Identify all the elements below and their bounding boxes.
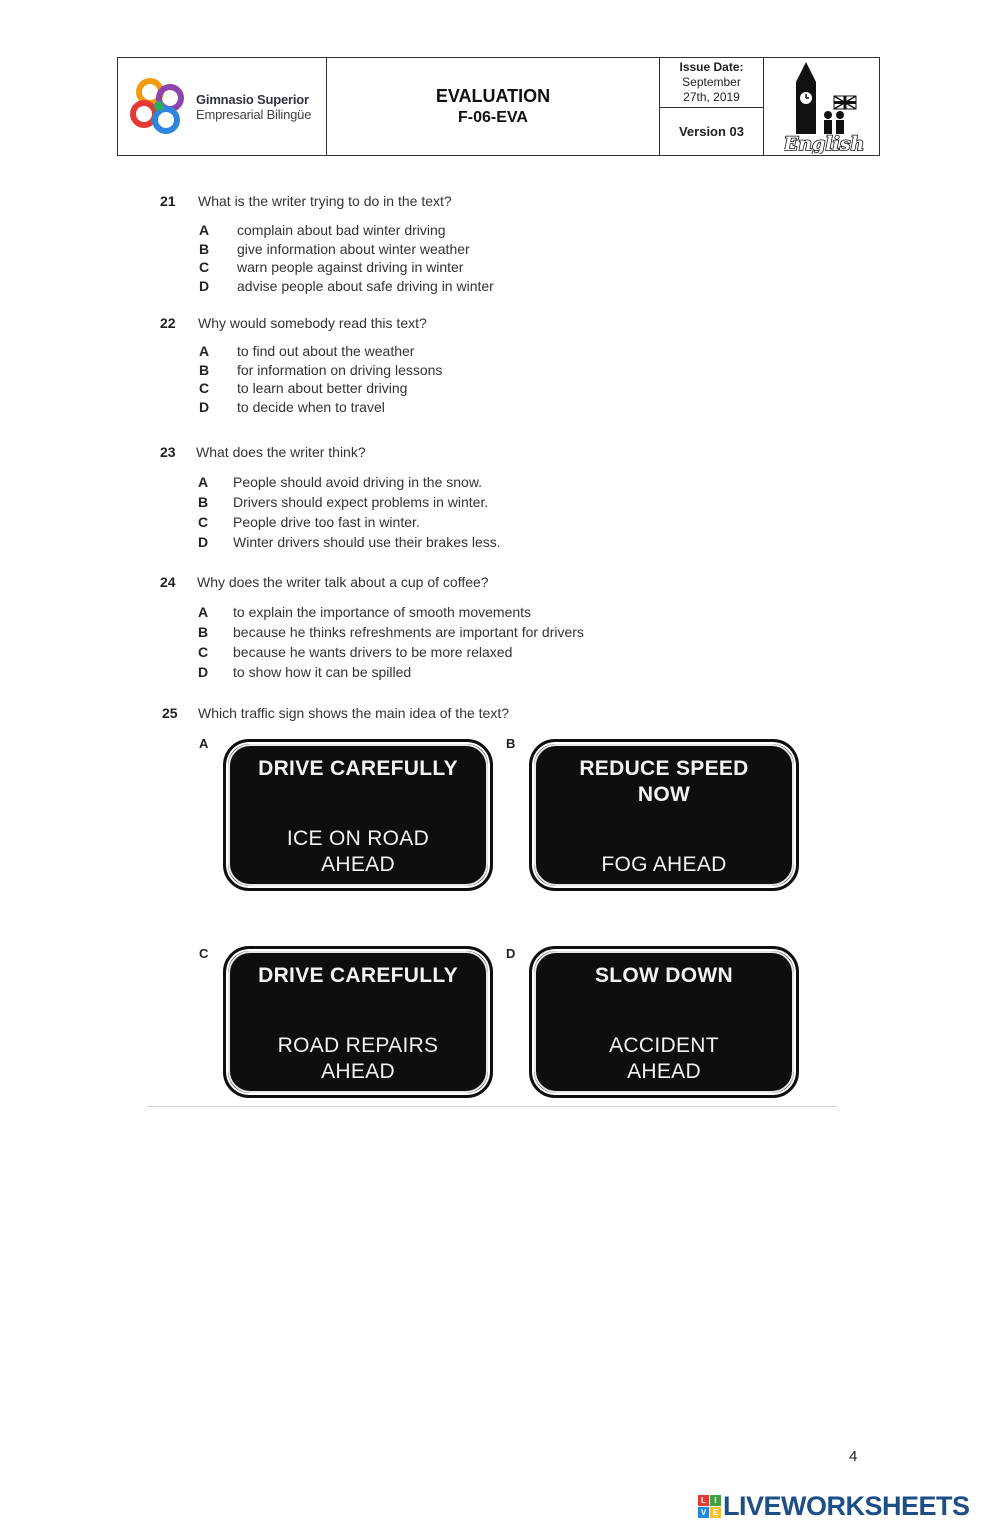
issue-date [660, 58, 763, 108]
badge-letter: E [710, 1507, 721, 1518]
sign-top-line1: SLOW DOWN [594, 964, 733, 987]
option-letter: D [198, 534, 209, 550]
option-letter: C [199, 259, 210, 275]
liveworksheets-brand[interactable] [698, 1489, 970, 1523]
sign-bottom-text [532, 1033, 796, 1085]
question-number: 24 [160, 574, 176, 590]
sign-bottom-text [532, 852, 796, 878]
sign-bottom-text [226, 826, 490, 878]
option-text: to learn about better driving [237, 380, 408, 396]
question-text: Which traffic sign shows the main idea of the text? [198, 705, 510, 721]
sign-bottom-line1: ACCIDENT [609, 1034, 719, 1057]
sign-top-text [226, 756, 490, 782]
page-number: 4 [849, 1448, 858, 1465]
sign-option-a[interactable] [223, 739, 493, 891]
sign-bottom-line2: AHEAD [321, 853, 395, 876]
sign-bottom-line2: AHEAD [321, 1060, 395, 1083]
question-number: 23 [160, 444, 176, 460]
option-text: to show how it can be spilled [233, 664, 412, 680]
title-cell [327, 58, 660, 155]
school-name-line1: Gimnasio Superior [196, 92, 309, 107]
option-letter: C [198, 644, 209, 660]
option-letter: D [199, 399, 210, 415]
option-letter: D [199, 278, 210, 294]
issue-date-line2: 27th, 2019 [683, 90, 740, 104]
document-code: F-06-EVA [458, 108, 528, 126]
sign-option-b[interactable] [529, 739, 799, 891]
sign-bottom-line1: ICE ON ROAD [286, 827, 430, 850]
big-ben-english-logo-icon [784, 60, 864, 154]
option-letter: A [199, 222, 210, 238]
sign-top-line1: DRIVE CAREFULLY [258, 757, 458, 780]
option-text: complain about bad winter driving [237, 222, 446, 238]
school-name-line2: Empresarial Bilingüe [196, 107, 312, 122]
option-letter: B [198, 494, 209, 510]
option-text: to find out about the weather [237, 343, 415, 359]
option-text: warn people against driving in winter [237, 259, 464, 275]
option-text: because he thinks refreshments are important for drivers [233, 624, 584, 640]
english-logo-text: English [784, 133, 864, 154]
sign-top-text [532, 963, 796, 989]
sign-top-text [226, 963, 490, 989]
sign-d-letter: D [506, 946, 516, 961]
option-text: Drivers should expect problems in winter. [233, 494, 489, 510]
document-header [117, 57, 880, 156]
sign-top-line1: REDUCE SPEED [579, 757, 749, 780]
option-letter: D [198, 664, 209, 680]
sign-a-letter: A [199, 736, 209, 751]
question-text: Why would somebody read this text? [198, 315, 427, 331]
issue-date-line1: September [682, 75, 741, 89]
option-text: to explain the importance of smooth movements [233, 604, 532, 620]
sign-bottom-line1: FOG AHEAD [601, 853, 727, 876]
option-letter: A [199, 343, 210, 359]
badge-letter: L [698, 1495, 709, 1506]
sign-c-letter: C [199, 946, 209, 961]
liveworksheets-logo-text: LIVEWORKSHEETS [723, 1490, 970, 1521]
option-text: for information on driving lessons [237, 362, 443, 378]
question-text: Why does the writer talk about a cup of coffee? [197, 574, 489, 590]
issue-date-label: Issue Date: [679, 60, 744, 74]
option-text: give information about winter weather [237, 241, 470, 257]
option-letter: B [199, 362, 210, 378]
school-logo-cell [118, 58, 327, 155]
sign-top-line1: DRIVE CAREFULLY [258, 964, 458, 987]
option-letter: A [198, 474, 209, 490]
sign-bottom-line1: ROAD REPAIRS [277, 1034, 439, 1057]
english-logo-cell [764, 58, 879, 155]
version-label: Version 03 [678, 124, 745, 139]
school-logo-icon [126, 74, 192, 140]
question-number: 21 [160, 193, 176, 209]
option-text: Winter drivers should use their brakes less. [233, 534, 501, 550]
option-text: People should avoid driving in the snow. [233, 474, 483, 490]
option-letter: B [198, 624, 209, 640]
sign-top-line2: NOW [637, 783, 691, 806]
issue-cell [660, 58, 764, 155]
badge-letter: I [710, 1495, 721, 1506]
liveworksheets-badge-icon [698, 1495, 721, 1518]
school-name [196, 92, 311, 122]
document-title: EVALUATION [435, 85, 551, 106]
option-text: because he wants drivers to be more relaxed [233, 644, 513, 660]
sign-option-c[interactable] [223, 946, 493, 1098]
option-letter: C [198, 514, 209, 530]
sign-top-text [532, 756, 796, 808]
option-letter: A [198, 604, 209, 620]
option-text: to decide when to travel [237, 399, 385, 415]
sign-option-d[interactable] [529, 946, 799, 1098]
sign-bottom-text [226, 1033, 490, 1085]
option-letter: C [199, 380, 210, 396]
sign-b-letter: B [506, 736, 516, 751]
option-text: advise people about safe driving in winter [237, 278, 494, 294]
option-text: People drive too fast in winter. [233, 514, 420, 530]
option-letter: B [199, 241, 210, 257]
badge-letter: V [698, 1507, 709, 1518]
question-text: What is the writer trying to do in the text? [198, 193, 452, 209]
question-number: 22 [160, 315, 176, 331]
sign-bottom-line2: AHEAD [627, 1060, 701, 1083]
section-divider [147, 1106, 837, 1107]
question-number: 25 [162, 705, 178, 721]
question-text: What does the writer think? [196, 444, 366, 460]
